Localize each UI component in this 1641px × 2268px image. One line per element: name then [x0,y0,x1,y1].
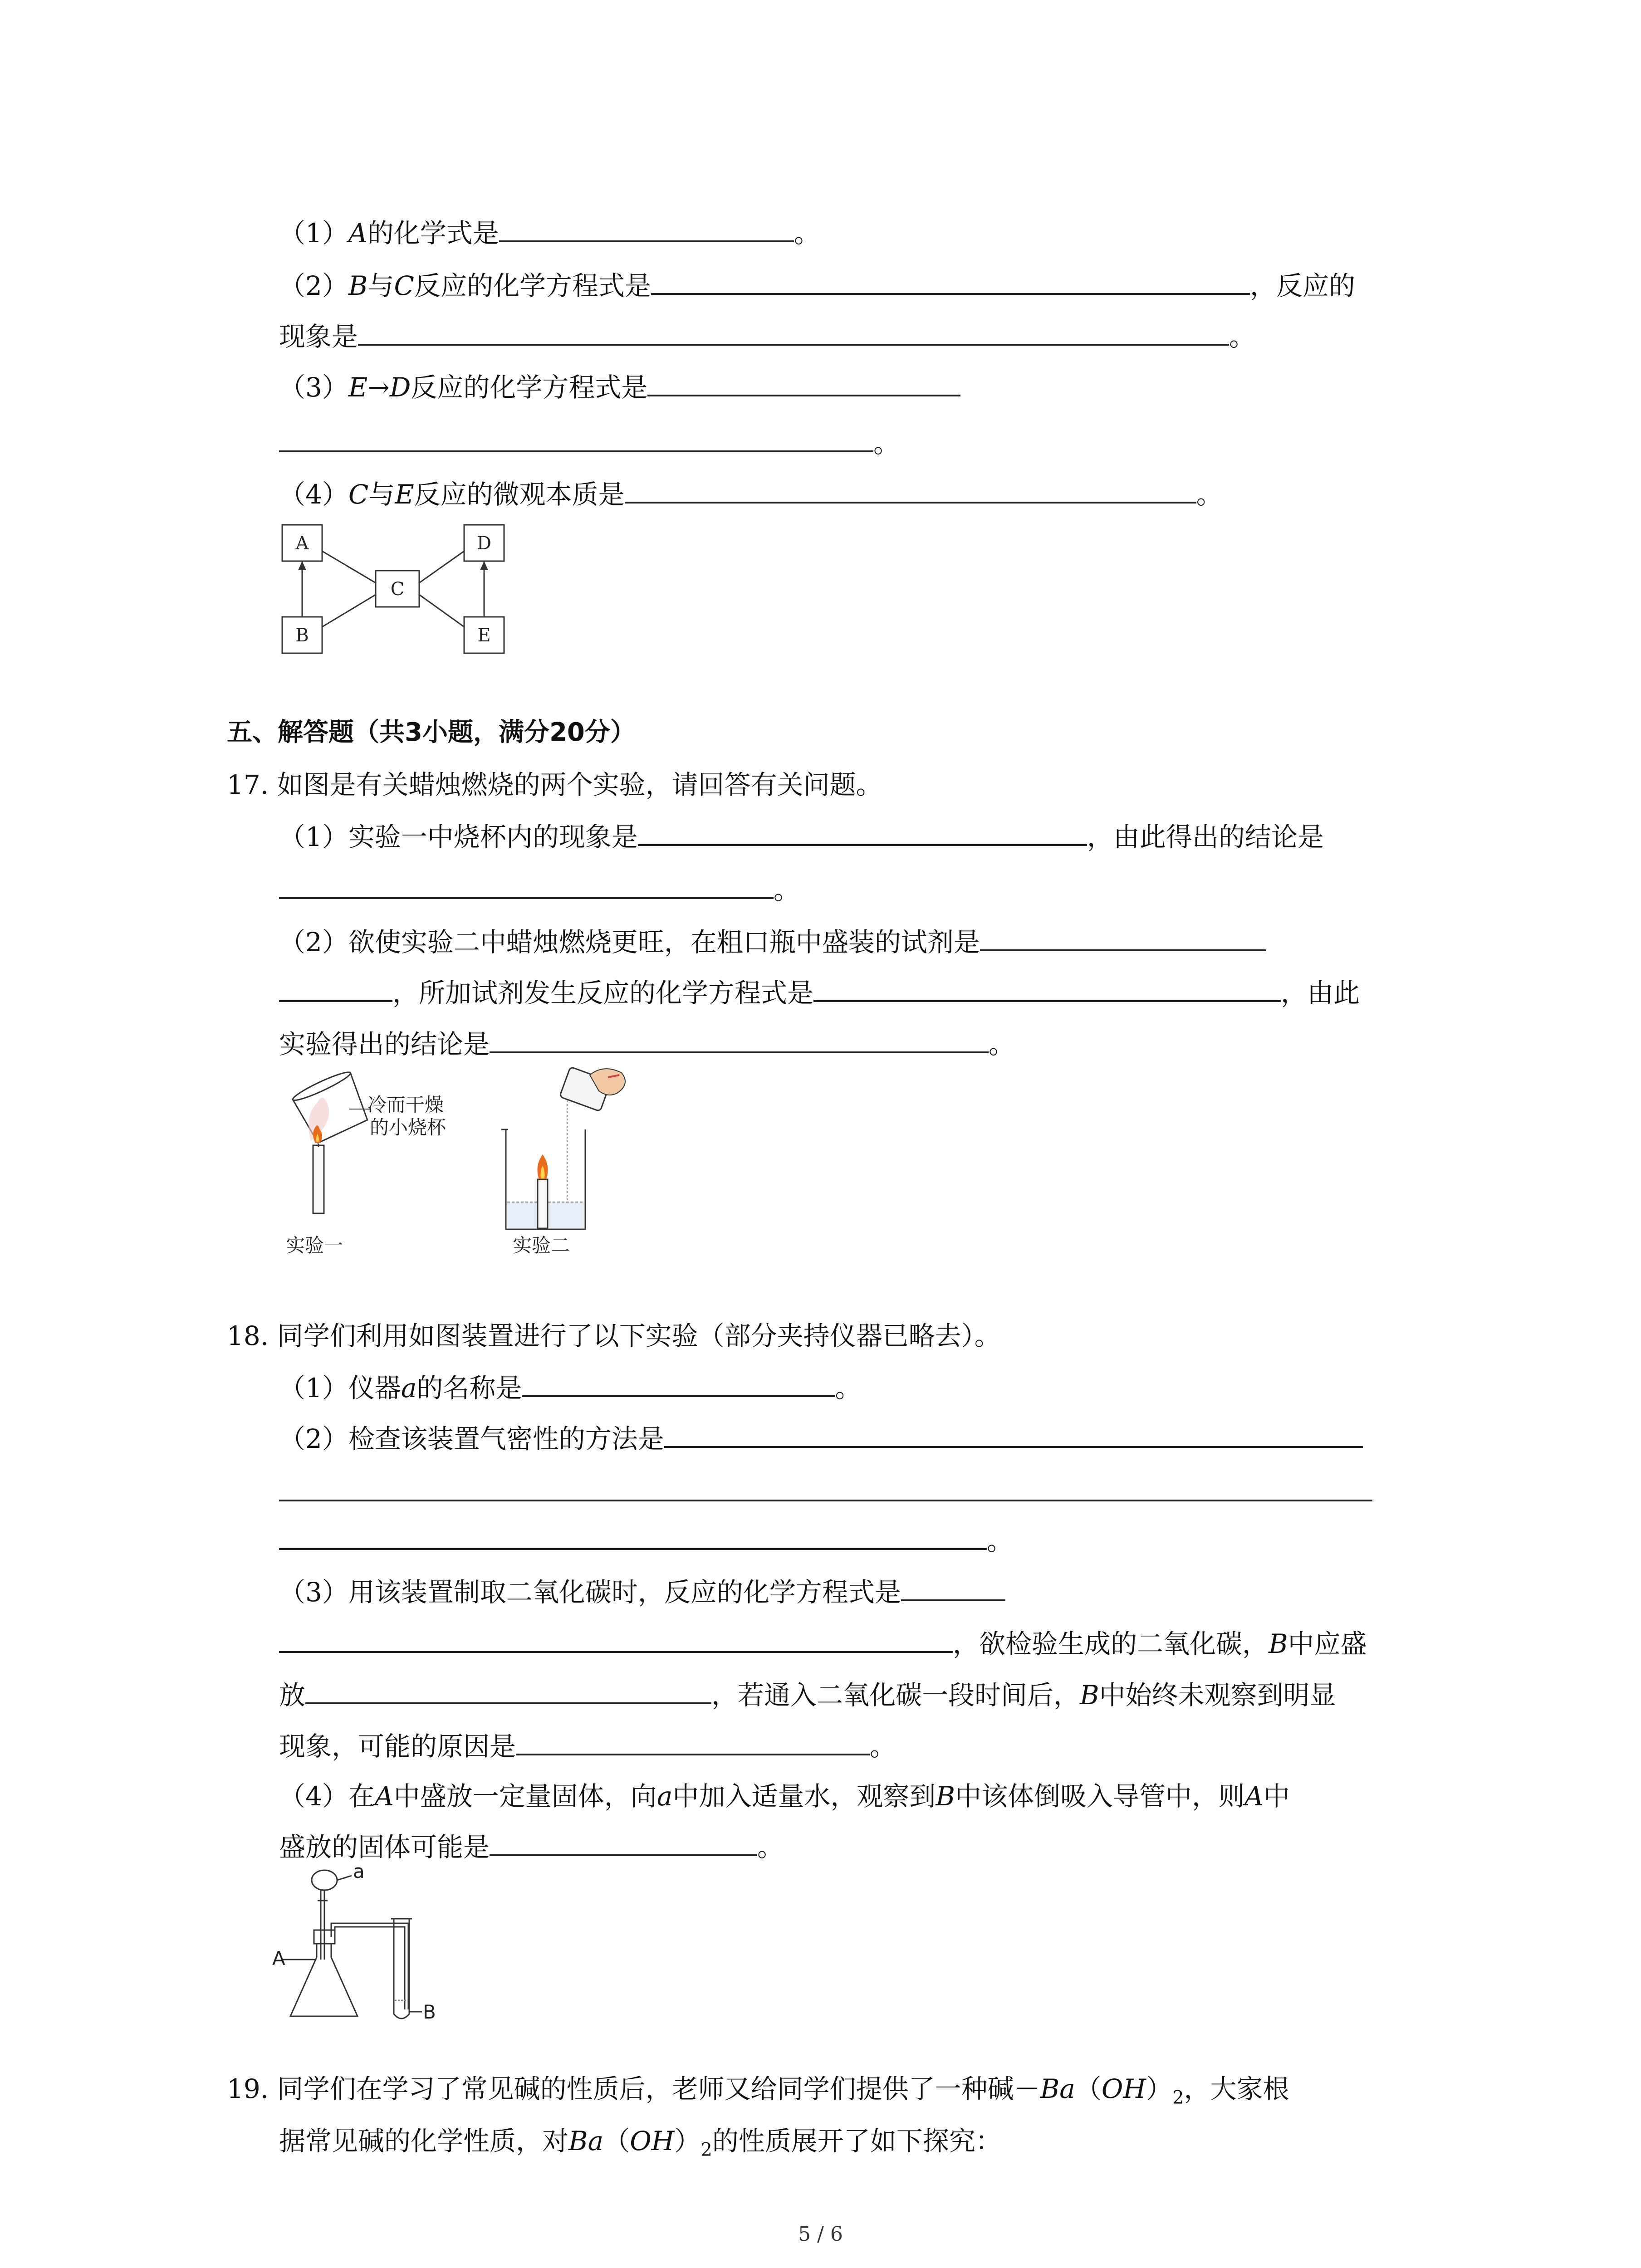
q16-part2: （2）B与C反应的化学方程式是 ，反应的 [279,267,1355,304]
answer-blank[interactable] [490,1025,989,1053]
q16-part2-line2: 现象是 。 [279,318,1255,355]
q16-relationship-diagram [277,519,513,660]
answer-blank[interactable] [980,923,1266,951]
test-tube [394,1919,409,2019]
q18-part3-line4: 现象，可能的原因是 。 [279,1727,896,1765]
link-b-c [322,595,376,627]
q16-part3-line2: 。 [279,424,900,461]
question-text: 的化学式是 [367,218,499,249]
label-a: a [353,1864,365,1882]
label-c: C [390,579,405,600]
q18-part4-line2: 盛放的固体可能是 。 [279,1828,784,1865]
answer-blank[interactable] [279,424,873,452]
q17-part1-line2: 。 [279,871,800,908]
q18-part3-line2: ，欲检验生成的二氧化碳，B中应盛 [279,1625,1367,1662]
beaker-label-line2: 的小烧杯 [370,1116,446,1139]
funnel-bulb [312,1870,337,1890]
q16-part3: （3）E→D反应的化学方程式是 [279,368,960,406]
answer-blank[interactable] [664,1420,1363,1448]
q18-part4: （4）在A中盛放一定量固体，向a中加入适量水，观察到B中该体倒吸入导管中，则A中 [279,1781,1290,1812]
experiment1-label: 实验一 [286,1234,343,1256]
variable: A [348,218,367,249]
answer-blank[interactable] [638,818,1087,846]
arrowhead-d [480,561,488,570]
label-b: B [295,625,309,646]
answer-blank[interactable] [901,1573,1005,1601]
answer-blank[interactable] [490,1828,757,1856]
q18-part1: （1）仪器a的名称是 。 [279,1369,862,1406]
q16-part1: （1）A的化学式是 。 [279,214,820,251]
q16-part4: （4）C与E反应的微观本质是 。 [279,475,1223,513]
answer-blank[interactable] [813,974,1281,1002]
q17-part2-line3: 实验得出的结论是 。 [279,1025,1015,1062]
q18-part2-line3: 。 [279,1522,1013,1559]
answer-blank[interactable] [358,318,1229,346]
q18-part2: （2）检查该装置气密性的方法是 [279,1420,1363,1457]
answer-blank[interactable] [625,475,1196,503]
answer-blank[interactable] [499,214,794,242]
label-d: D [476,533,492,554]
link-a-c [322,551,376,583]
arrowhead-a [298,561,306,570]
q18-part2-line2 [279,1473,1372,1510]
q19-line1: 19. 同学们在学习了常见碱的性质后，老师又给同学们提供了一种碱$-Ba(OH)_2$，大家根 [227,2073,1289,2108]
part-number: （1） [279,218,348,249]
q18-stem: 18. 同学们利用如图装置进行了以下实验（部分夹持仪器已略去）。 [227,1320,1001,1351]
label-e: E [477,625,491,646]
answer-blank[interactable] [279,871,774,899]
beaker-label-line1: 冷而干燥 [367,1094,444,1116]
answer-blank[interactable] [522,1369,835,1397]
experiment1-illustration [286,1069,447,1256]
label-a: A [295,533,309,554]
link-c-e [419,595,464,627]
answer-blank[interactable] [647,368,960,396]
answer-blank[interactable] [279,1625,953,1653]
q19-line2: 据常见碱的化学性质，对$Ba(OH)_2$的性质展开了如下探究： [279,2126,1002,2160]
q17-part2: （2）欲使实验二中蜡烛燃烧更旺，在粗口瓶中盛装的试剂是 [279,923,1266,960]
q18-part3: （3）用该装置制取二氧化碳时，反应的化学方程式是 [279,1573,1005,1610]
q17-stem: 17. 如图是有关蜡烛燃烧的两个实验，请回答有关问题。 [227,769,882,800]
q18-part3-line3: 放 ，若通入二氧化碳一段时间后，B中始终未观察到明显 [279,1676,1336,1713]
experiment2-illustration [501,1067,625,1256]
q17-candle-experiments-figure [272,1066,635,1261]
label-A: A [272,1947,285,1970]
label-B: B [423,2001,436,2023]
experiment2-label: 实验二 [513,1234,570,1256]
answer-blank[interactable] [516,1727,870,1755]
answer-blank[interactable] [279,1473,1372,1501]
answer-blank[interactable] [305,1676,711,1704]
answer-blank[interactable] [279,1522,987,1550]
answer-blank[interactable] [279,974,392,1002]
q18-apparatus-figure [272,1864,463,2028]
link-c-d [419,551,464,583]
q17-part1: （1）实验一中烧杯内的现象是 ，由此得出的结论是 [279,818,1324,855]
q17-part2-line2: ，所加试剂发生反应的化学方程式是 ，由此 [279,974,1360,1011]
answer-blank[interactable] [651,267,1250,295]
page-number: 5 / 6 [798,2223,843,2246]
section-heading: 五、解答题（共3小题，满分20分） [227,718,636,747]
